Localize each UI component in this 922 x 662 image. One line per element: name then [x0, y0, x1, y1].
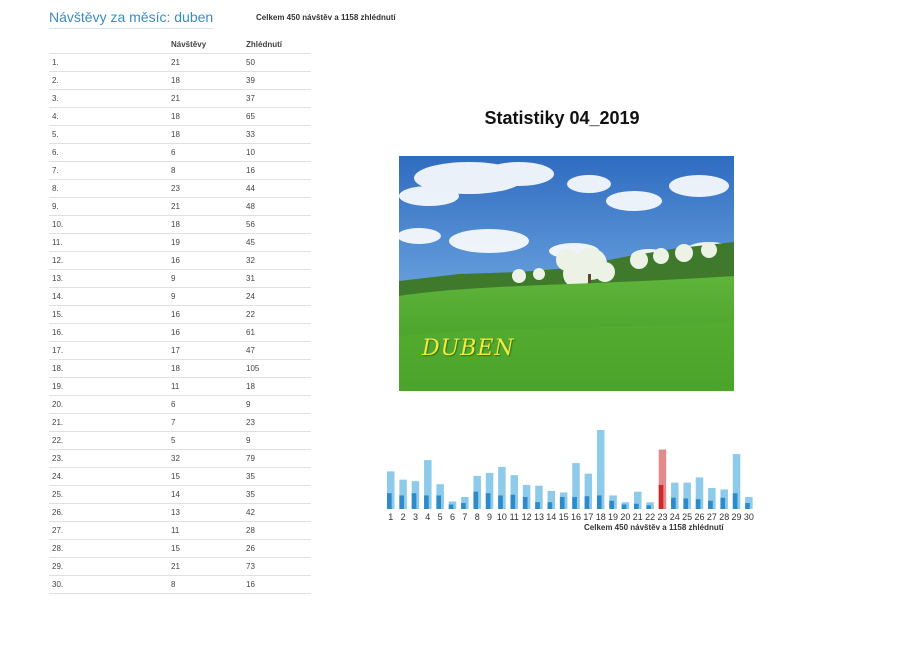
day-cell: 14. [49, 288, 168, 306]
table-row [49, 198, 311, 216]
views-cell: 37 [243, 90, 311, 108]
visits-cell: 13 [168, 504, 243, 522]
visits-bar-day-4 [424, 495, 429, 509]
day-cell: 18. [49, 360, 168, 378]
visits-bar-day-5 [436, 495, 441, 509]
day-cell: 8. [49, 180, 168, 198]
views-cell: 42 [243, 504, 311, 522]
visits-cell: 16 [168, 306, 243, 324]
visits-bar-day-23 [659, 485, 664, 509]
visits-bar-day-9 [486, 493, 491, 509]
visits-bar-day-11 [511, 495, 516, 509]
views-cell: 28 [243, 522, 311, 540]
x-tick-label: 3 [412, 512, 418, 522]
visits-cell: 11 [168, 522, 243, 540]
visits-bar-day-13 [535, 502, 540, 509]
visits-column-header: Návštěvy [171, 40, 207, 49]
views-cell: 39 [243, 72, 311, 90]
day-cell: 22. [49, 432, 168, 450]
x-tick-label: 2 [400, 512, 406, 522]
views-cell: 32 [243, 252, 311, 270]
visits-cell: 18 [168, 360, 243, 378]
visits-bar-day-25 [683, 498, 688, 509]
table-row [49, 288, 311, 306]
chart-total-caption: Celkem 450 návštěv a 1158 zhlédnutí [584, 523, 724, 532]
visits-cell: 18 [168, 72, 243, 90]
page-title: Statistiky 04_2019 [484, 108, 640, 128]
table-row [49, 378, 311, 396]
visits-bar-day-1 [387, 493, 392, 509]
day-cell: 19. [49, 378, 168, 396]
x-tick-label: 24 [669, 512, 680, 522]
views-column-header: Zhlédnutí [246, 40, 282, 49]
views-cell: 31 [243, 270, 311, 288]
day-cell: 13. [49, 270, 168, 288]
visits-bar-day-15 [560, 497, 565, 509]
views-cell: 22 [243, 306, 311, 324]
x-tick-label: 6 [449, 512, 456, 522]
visits-cell: 18 [168, 216, 243, 234]
visits-bar-day-8 [473, 492, 478, 509]
x-tick-label: 7 [462, 512, 468, 522]
day-cell: 21. [49, 414, 168, 432]
views-cell: 26 [243, 540, 311, 558]
visits-bar-day-28 [720, 498, 725, 509]
x-tick-label: 29 [731, 512, 742, 522]
x-tick-label: 5 [437, 512, 443, 522]
day-cell: 5. [49, 126, 168, 144]
table-row [49, 432, 311, 450]
visits-bar-day-21 [634, 504, 639, 509]
visits-bar-day-29 [733, 493, 738, 509]
x-tick-label: 15 [558, 512, 569, 522]
views-cell: 9 [243, 432, 311, 450]
day-cell: 3. [49, 90, 168, 108]
x-tick-label: 22 [645, 512, 656, 522]
day-cell: 23. [49, 450, 168, 468]
x-tick-label: 1 [388, 512, 394, 522]
day-cell: 10. [49, 216, 168, 234]
table-row [49, 450, 311, 468]
visits-bar-day-17 [585, 496, 590, 509]
day-cell: 20. [49, 396, 168, 414]
x-tick-label: 25 [682, 512, 693, 522]
visits-bar-day-16 [572, 497, 577, 509]
visits-cell: 18 [168, 108, 243, 126]
views-cell: 23 [243, 414, 311, 432]
table-row [49, 576, 311, 594]
x-tick-label: 27 [706, 512, 717, 522]
table-row [49, 504, 311, 522]
daily-visits-chart [384, 424, 754, 524]
visits-cell: 8 [168, 576, 243, 594]
visits-cell: 8 [168, 162, 243, 180]
x-tick-label: 13 [533, 512, 544, 522]
visits-bar-day-22 [646, 505, 651, 509]
visits-bar-day-7 [461, 503, 466, 509]
views-cell: 47 [243, 342, 311, 360]
spring-landscape-image [399, 156, 734, 391]
visits-cell: 21 [168, 558, 243, 576]
x-tick-label: 17 [583, 512, 594, 522]
table-row [49, 360, 311, 378]
day-cell: 1. [49, 54, 168, 72]
visits-cell: 9 [168, 270, 243, 288]
x-tick-label: 16 [570, 512, 582, 522]
visits-cell: 32 [168, 450, 243, 468]
visits-cell: 11 [168, 378, 243, 396]
day-cell: 17. [49, 342, 168, 360]
views-cell: 16 [243, 162, 311, 180]
x-tick-label: 20 [620, 512, 631, 522]
x-tick-label: 4 [425, 512, 431, 522]
x-tick-label: 9 [487, 512, 493, 522]
views-cell: 35 [243, 468, 311, 486]
table-row [49, 522, 311, 540]
day-cell: 7. [49, 162, 168, 180]
table-row [49, 234, 311, 252]
visits-cell: 21 [168, 198, 243, 216]
day-cell: 29. [49, 558, 168, 576]
x-tick-label: 30 [743, 512, 754, 522]
table-row [49, 216, 311, 234]
day-cell: 24. [49, 468, 168, 486]
visits-bar-day-14 [548, 502, 553, 509]
views-cell: 56 [243, 216, 311, 234]
table-body [49, 54, 311, 594]
views-cell: 44 [243, 180, 311, 198]
table-row [49, 414, 311, 432]
table-row [49, 324, 311, 342]
month-heading: Návštěvy za měsíc: duben [49, 9, 213, 29]
x-tick-label: 26 [694, 512, 705, 522]
visits-bar-day-10 [498, 495, 503, 509]
table-row [49, 396, 311, 414]
day-cell: 2. [49, 72, 168, 90]
visits-cell: 16 [168, 252, 243, 270]
day-cell: 16. [49, 324, 168, 342]
visits-bar-day-3 [412, 493, 417, 509]
visits-cell: 16 [168, 324, 243, 342]
table-row [49, 90, 311, 108]
visits-bar-day-6 [449, 504, 454, 509]
views-cell: 45 [243, 234, 311, 252]
visits-cell: 5 [168, 432, 243, 450]
table-row [49, 108, 311, 126]
x-tick-label: 28 [719, 512, 730, 522]
day-cell: 11. [49, 234, 168, 252]
table-header-row [49, 36, 311, 54]
x-tick-label: 8 [474, 512, 480, 522]
visits-bar-day-24 [671, 498, 676, 509]
table-row [49, 558, 311, 576]
x-tick-label: 12 [521, 512, 532, 522]
daily-stats-table [49, 36, 311, 594]
visits-cell: 17 [168, 342, 243, 360]
table-row [49, 540, 311, 558]
views-cell: 33 [243, 126, 311, 144]
table-row [49, 54, 311, 72]
visits-bar-day-18 [597, 495, 602, 509]
day-cell: 25. [49, 486, 168, 504]
day-cell: 12. [49, 252, 168, 270]
x-tick-label: 21 [632, 512, 643, 522]
table-row [49, 342, 311, 360]
total-summary: Celkem 450 návštěv a 1158 zhlédnutí [256, 13, 396, 22]
visits-bar-day-2 [399, 495, 404, 509]
views-cell: 48 [243, 198, 311, 216]
table-row [49, 486, 311, 504]
day-cell: 15. [49, 306, 168, 324]
day-cell: 26. [49, 504, 168, 522]
x-tick-label: 19 [608, 512, 619, 522]
visits-cell: 21 [168, 90, 243, 108]
views-cell: 9 [243, 396, 311, 414]
visits-cell: 7 [168, 414, 243, 432]
visits-cell: 6 [168, 396, 243, 414]
table-row [49, 126, 311, 144]
visits-cell: 14 [168, 486, 243, 504]
x-tick-label: 14 [546, 512, 557, 522]
x-tick-label: 11 [509, 512, 519, 522]
views-cell: 16 [243, 576, 311, 594]
visits-cell: 18 [168, 126, 243, 144]
day-cell: 28. [49, 540, 168, 558]
table-row [49, 72, 311, 90]
x-tick-label: 10 [496, 512, 507, 522]
table-row [49, 162, 311, 180]
day-column-header [49, 36, 168, 54]
views-cell: 73 [243, 558, 311, 576]
table-row [49, 468, 311, 486]
views-cell: 18 [243, 378, 311, 396]
views-cell: 65 [243, 108, 311, 126]
views-cell: 105 [243, 360, 311, 378]
visits-bar-day-20 [622, 504, 627, 509]
views-cell: 24 [243, 288, 311, 306]
table-row [49, 306, 311, 324]
visits-cell: 9 [168, 288, 243, 306]
image-caption: DUBEN [422, 336, 515, 361]
visits-cell: 21 [168, 54, 243, 72]
views-cell: 10 [243, 144, 311, 162]
day-cell: 6. [49, 144, 168, 162]
views-cell: 35 [243, 486, 311, 504]
x-tick-label: 18 [595, 512, 606, 522]
table-row [49, 180, 311, 198]
views-cell: 61 [243, 324, 311, 342]
visits-bar-day-12 [523, 497, 528, 509]
day-cell: 9. [49, 198, 168, 216]
day-cell: 30. [49, 576, 168, 594]
table-row [49, 252, 311, 270]
visits-bar-day-19 [609, 501, 614, 509]
table-row [49, 270, 311, 288]
table-row [49, 144, 311, 162]
visits-bar-day-30 [745, 503, 750, 509]
day-cell: 4. [49, 108, 168, 126]
x-tick-label: 23 [657, 512, 668, 522]
visits-cell: 23 [168, 180, 243, 198]
day-cell: 27. [49, 522, 168, 540]
visits-bar-day-26 [696, 499, 701, 509]
visits-cell: 15 [168, 468, 243, 486]
visits-bar-day-27 [708, 501, 713, 509]
views-cell: 50 [243, 54, 311, 72]
visits-cell: 6 [168, 144, 243, 162]
views-cell: 79 [243, 450, 311, 468]
visits-cell: 15 [168, 540, 243, 558]
visits-cell: 19 [168, 234, 243, 252]
